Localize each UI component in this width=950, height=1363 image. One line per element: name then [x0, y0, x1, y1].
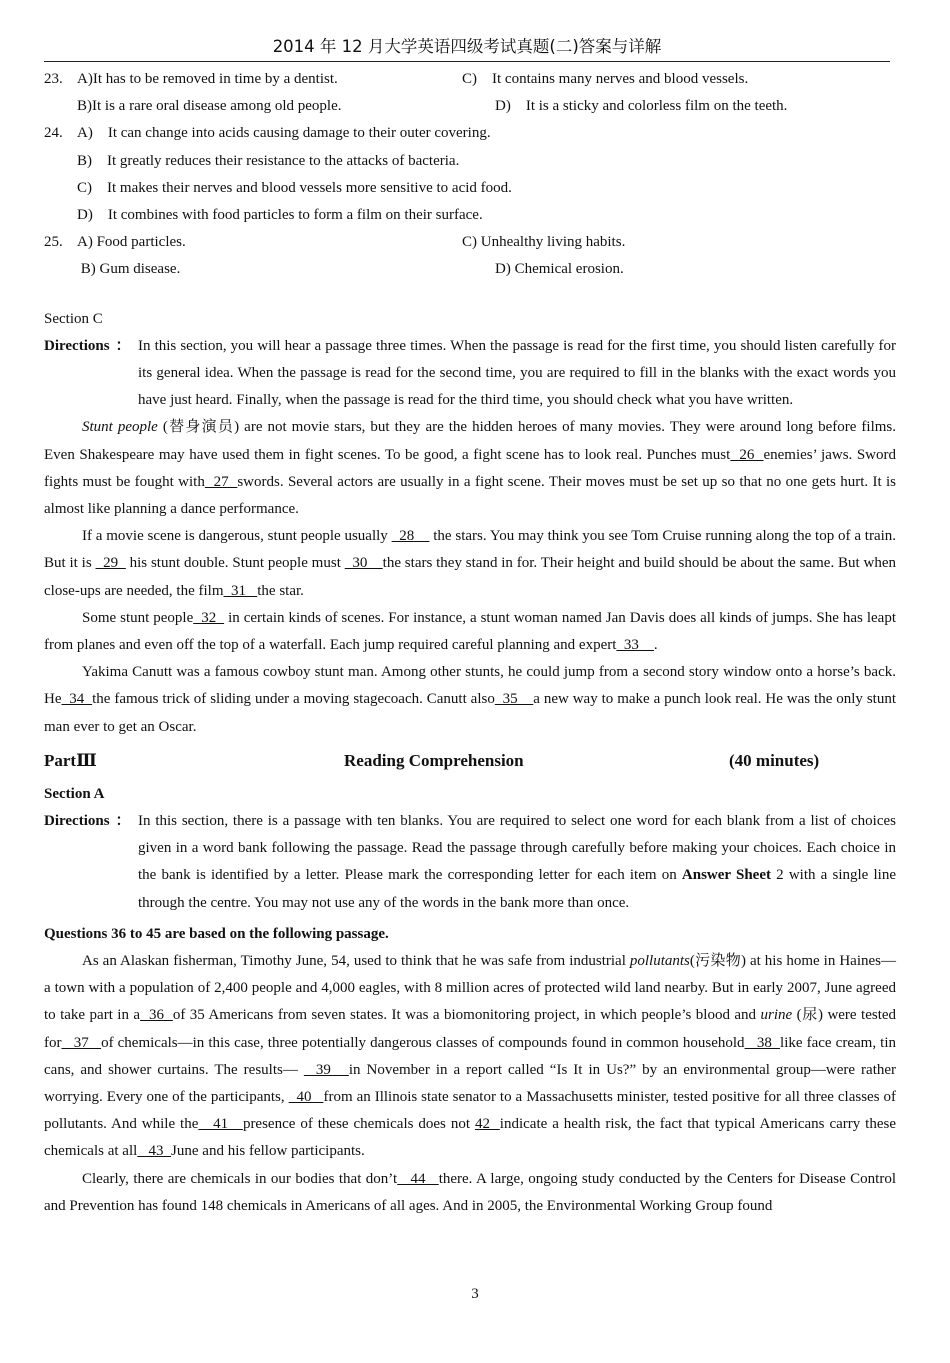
blank-44[interactable]: 44 [397, 1170, 439, 1187]
directions-text-part: 2 with a single line through the centre. You may not use any of the words in the bank more than once. [138, 867, 896, 911]
passage-text: the star. [257, 582, 304, 599]
chinese-gloss: (污染物) [689, 952, 746, 969]
blank-27[interactable]: 27 [204, 473, 238, 490]
chinese-gloss: (尿) [792, 1007, 823, 1024]
passage-text: the famous trick of sliding under a moving stagecoach. Canutt also [92, 691, 495, 708]
question-24-option-d: D) It combines with food particles to form a film on their surface. [77, 206, 483, 223]
passage-text: As an Alaskan fisherman, Timothy June, 54, used to think that he was safe from industrial [82, 952, 630, 969]
chinese-gloss: (替身演员) [157, 419, 240, 436]
option-a: A)It has to be removed in time by a dentist. [77, 71, 338, 87]
directions-label: Directions [44, 812, 110, 829]
section-c-title: Section C [44, 310, 103, 327]
page-header [44, 33, 890, 62]
passage-text: swords. Several actors are usually in a fight scene. Their moves must be set up so that no one gets hurt. It is almost like planning a dance performance. [44, 473, 897, 517]
option-a: A) Food particles. [77, 234, 186, 251]
reading-paragraph-1 [44, 948, 896, 1166]
passage-paragraph-4 [44, 659, 896, 741]
part-heading [44, 751, 896, 781]
passage-text: a new way to make a punch look real. He was the only stunt man ever to get an Oscar. [44, 691, 897, 735]
question-25-row-1 [44, 229, 896, 256]
blank-42[interactable]: 42 [474, 1116, 500, 1133]
passage-paragraph-1 [44, 414, 896, 523]
passage-text: Clearly, there are chemicals in our bodies that don’t [82, 1170, 398, 1187]
blank-39[interactable]: 39 [303, 1061, 349, 1078]
section-a-title: Section A [44, 785, 105, 802]
header-title: 2014 年 12 月大学英语四级考试真题(二)答案与详解 [272, 37, 662, 56]
part-number: PartⅢ [44, 750, 97, 770]
question-24-option-b: B) It greatly reduces their resistance to the attacks of bacteria. [77, 152, 460, 169]
answer-sheet-label: Answer Sheet [681, 867, 771, 884]
directions-text [138, 808, 896, 917]
section-c-directions [44, 333, 896, 415]
blank-43[interactable]: 43 [137, 1143, 172, 1160]
option-d: D) Chemical erosion. [495, 261, 624, 278]
question-number: 25. [44, 234, 63, 251]
passage-text: June and his fellow participants. [171, 1143, 365, 1160]
passage-text: indicate a health risk, the fact that typical Americans carry these chemicals at all [44, 1116, 897, 1160]
passage-text: in certain kinds of scenes. For instance, a stunt woman named Jan Davis does all kinds of jumps. She has leapt from planes and even off the top of a waterfall. Each jump required careful planning and expert [44, 609, 897, 653]
passage-paragraph-3 [44, 605, 896, 659]
passage-text: of 35 Americans from seven states. It was a biomonitoring project, in which people’s blood and [172, 1007, 761, 1024]
blank-32[interactable]: 32 [193, 609, 225, 626]
directions-text: In this section, you will hear a passage three times. When the passage is read for the first time, you should listen carefully for its general idea. When the passage is read for the second time, you are required to fill in the blanks with the exact words you have just heard. Finally, when the passage is read for the third time, you should check what you have written. [138, 337, 896, 409]
blank-38[interactable]: 38 [744, 1034, 781, 1051]
blank-34[interactable]: 34 [61, 691, 93, 708]
blank-31[interactable]: 31 [223, 582, 258, 599]
term-pollutants: pollutants [629, 952, 690, 969]
option-text: A) It can change into acids causing damage to their outer covering. [77, 125, 491, 142]
option-b: B)It is a rare oral disease among old people. [77, 98, 342, 115]
part-title: Reading Comprehension [344, 750, 524, 770]
passage-text: at his home in Haines—a town with a population of 2,400 people and 4,000 eagles, with 8 million acres of protected wild land nearby. But in early 2007, June agreed to take part in a [44, 952, 896, 1024]
blank-37[interactable]: 37 [61, 1034, 102, 1051]
passage-text: were tested for [44, 1007, 897, 1051]
passage-text: If a movie scene is dangerous, stunt people usually [82, 528, 392, 545]
passage-text: from an Illinois state senator to a Massachusetts minister, tested positive for all three classes of pollutants. And while the [44, 1088, 897, 1133]
question-25-row-2 [44, 256, 896, 283]
option-d: D) It is a sticky and colorless film on the teeth. [495, 98, 788, 115]
page-content [44, 66, 896, 1220]
question-number: 24. [44, 125, 63, 142]
passage-text: are not movie stars, but they are the hidden heroes of many movies. They were around long before films. Even Shakespeare may have used them in fight scenes. To be good, a fight scene has to look real. Punches must [44, 419, 896, 463]
question-number: 23. [44, 71, 63, 87]
passage-text: presence of these chemicals does not [242, 1116, 475, 1133]
blank-28[interactable]: 28 [391, 528, 430, 545]
passage-text: the stars they stand in for. Their height and build should be about the same. But when close-ups are needed, the film [44, 555, 897, 599]
passage-paragraph-2 [44, 523, 896, 605]
questions-heading: Questions 36 to 45 are based on the following passage. [44, 925, 389, 942]
question-23-row-1 [44, 66, 896, 93]
blank-26[interactable]: 26 [730, 446, 764, 463]
question-24-option-a [44, 120, 896, 147]
passage-text: of chemicals—in this case, three potentially dangerous classes of compounds found in common household [101, 1034, 745, 1051]
passage-text: . [653, 636, 658, 653]
passage-text: enemies’ jaws. Sword fights must be fought with [44, 446, 897, 490]
directions-label: Directions [44, 337, 110, 354]
blank-40[interactable]: 40 [288, 1088, 324, 1105]
part-time: (40 minutes) [729, 750, 820, 770]
blank-29[interactable]: 29 [95, 555, 126, 572]
reading-paragraph-2 [44, 1166, 896, 1220]
directions-colon: ： [115, 812, 131, 829]
blank-30[interactable]: 30 [344, 555, 383, 572]
passage-text: Yakima Canutt was a famous cowboy stunt man. Among other stunts, he could jump from a second story window onto a horse’s back. He [44, 664, 896, 708]
passage-text: Some stunt people [82, 609, 194, 626]
option-b: B) Gum disease. [77, 261, 181, 278]
term-urine: urine [760, 1007, 793, 1024]
passage-text: in November in a report called “Is It in Us?” by an environmental group—were rather worrying. Every one of the participants, [44, 1061, 897, 1105]
passage-text: the stars. You may think you see Tom Cruise running along the top of a train. But it is [44, 528, 897, 572]
blank-36[interactable]: 36 [140, 1007, 173, 1024]
blank-35[interactable]: 35 [494, 691, 534, 708]
passage-text: his stunt double. Stunt people must [125, 555, 345, 572]
option-c: C) It contains many nerves and blood vessels. [462, 71, 749, 87]
blank-33[interactable]: 33 [616, 636, 654, 653]
passage-text: there. A large, ongoing study conducted by the Centers for Disease Control and Prevention has found 148 chemicals in Americans of all ages. And in 2005, the Environmental Working Group found [44, 1170, 897, 1214]
question-24-option-c: C) It makes their nerves and blood vessels more sensitive to acid food. [77, 179, 512, 196]
question-23-row-2 [44, 93, 896, 120]
directions-text-part: In this section, there is a passage with ten blanks. You are required to select one word for each blank from a list of choices given in a word bank following the passage. Read the passage through carefully before making your choices. Each choice in the bank is identified by a letter. Please mark the corresponding letter for each item on [138, 812, 896, 884]
option-c: C) Unhealthy living habits. [462, 234, 626, 251]
directions-colon: ： [115, 337, 131, 354]
section-a-directions [44, 808, 896, 917]
page-number: 3 [471, 1286, 479, 1302]
passage-text: like face cream, tin cans, and shower curtains. The results— [44, 1034, 896, 1078]
blank-41[interactable]: 41 [198, 1116, 243, 1133]
term-stunt-people: Stunt people [82, 419, 158, 436]
